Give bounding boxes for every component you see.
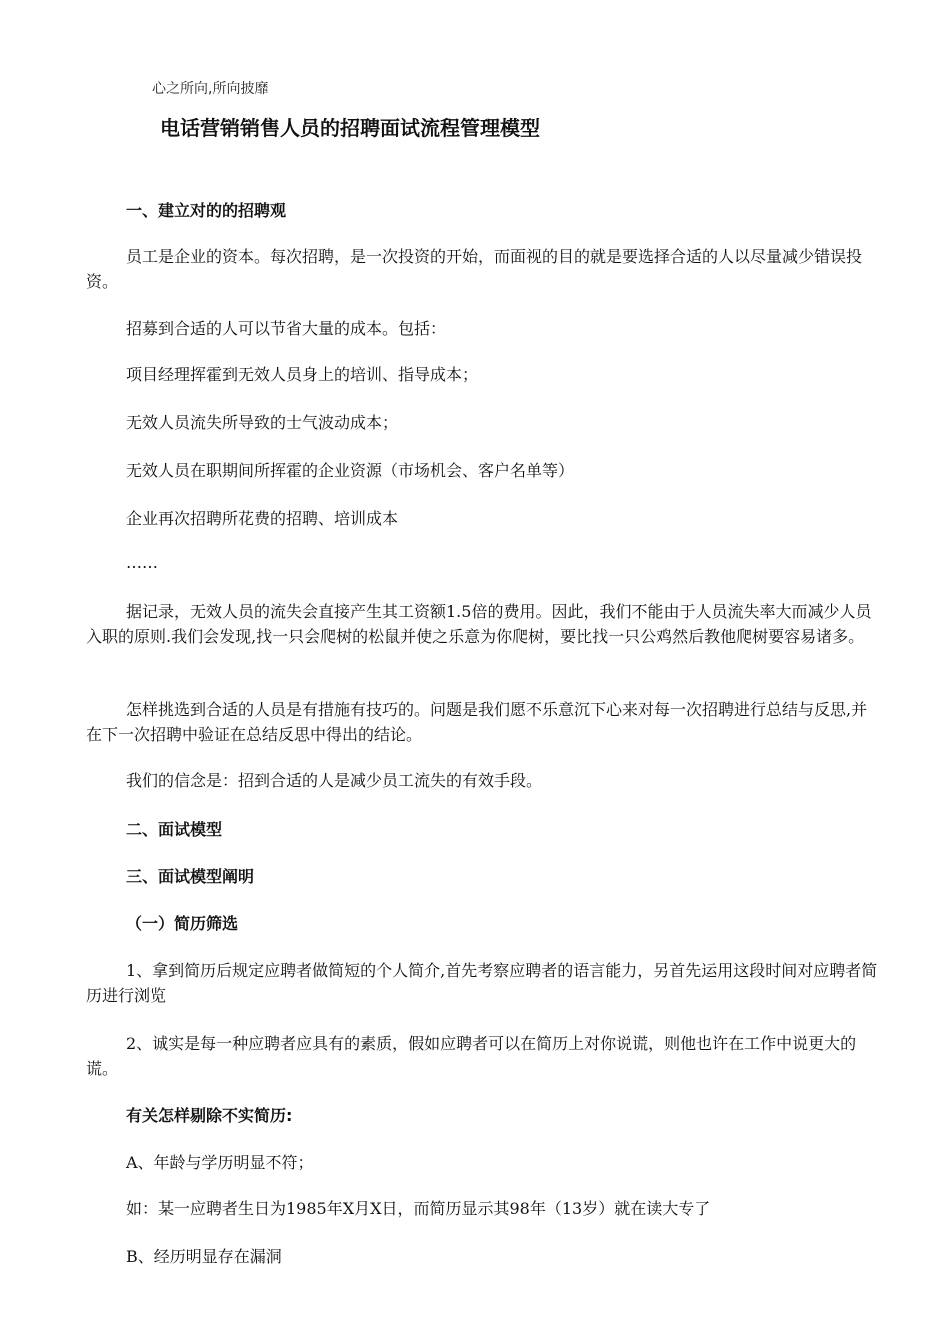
example-text: 如：某一应聘者生日为1985年X月X日，而简历显示其98年（13岁）就在读大专了	[126, 1199, 711, 1218]
list-item: A、年龄与学历明显不符；	[126, 1153, 314, 1172]
paragraph: 据记录，无效人员的流失会直接产生其工资额1.5倍的费用。因此，我们不能由于人员流失率大而减少人员入职的原则.我们会发现,找一只会爬树的松鼠并使之乐意为你爬树，要比找一只公鸡然后教他爬树要容易诸多。	[86, 602, 872, 646]
paragraph: 我们的信念是：招到合适的人是减少员工流失的有效手段。	[126, 771, 543, 790]
section-heading-3: 三、面试模型阐明	[126, 867, 255, 886]
bold-label: 有关怎样剔除不实简历:	[126, 1106, 293, 1125]
document-title: 电话营销销售人员的招聘面试流程管理模型	[160, 116, 540, 140]
list-item: 项目经理挥霍到无效人员身上的培训、指导成本；	[126, 365, 479, 384]
page-header: 心之所向,所向披靡	[152, 81, 269, 97]
ellipsis: ……	[126, 553, 158, 572]
paragraph: 1、拿到简历后规定应聘者做简短的个人简介,首先考察应聘者的语言能力，另首先运用这段时间对应聘者简历进行浏览	[86, 961, 878, 1005]
paragraph: 员工是企业的资本。每次招聘，是一次投资的开始，而面视的目的就是要选择合适的人以尽量减少错误投资。	[86, 247, 863, 291]
paragraph: 招募到合适的人可以节省大量的成本。包括：	[126, 319, 447, 338]
section-heading-1: 一、建立对的的招聘观	[126, 201, 287, 220]
list-item: 无效人员流失所导致的士气波动成本；	[126, 413, 399, 432]
list-item: B、经历明显存在漏洞	[126, 1247, 282, 1266]
list-item: 企业再次招聘所花费的招聘、培训成本	[126, 509, 399, 528]
section-heading-2: 二、面试模型	[126, 820, 223, 839]
paragraph: 2、诚实是每一种应聘者应具有的素质，假如应聘者可以在简历上对你说谎，则他也许在工作中说更大的谎。	[86, 1034, 857, 1078]
subsection-heading: （一）简历筛选	[126, 914, 239, 933]
list-item: 无效人员在职期间所挥霍的企业资源（市场机会、客户名单等）	[126, 461, 575, 480]
paragraph: 怎样挑选到合适的人员是有措施有技巧的。问题是我们愿不乐意沉下心来对每一次招聘进行总结与反思,并在下一次招聘中验证在总结反思中得出的结论。	[86, 700, 868, 744]
